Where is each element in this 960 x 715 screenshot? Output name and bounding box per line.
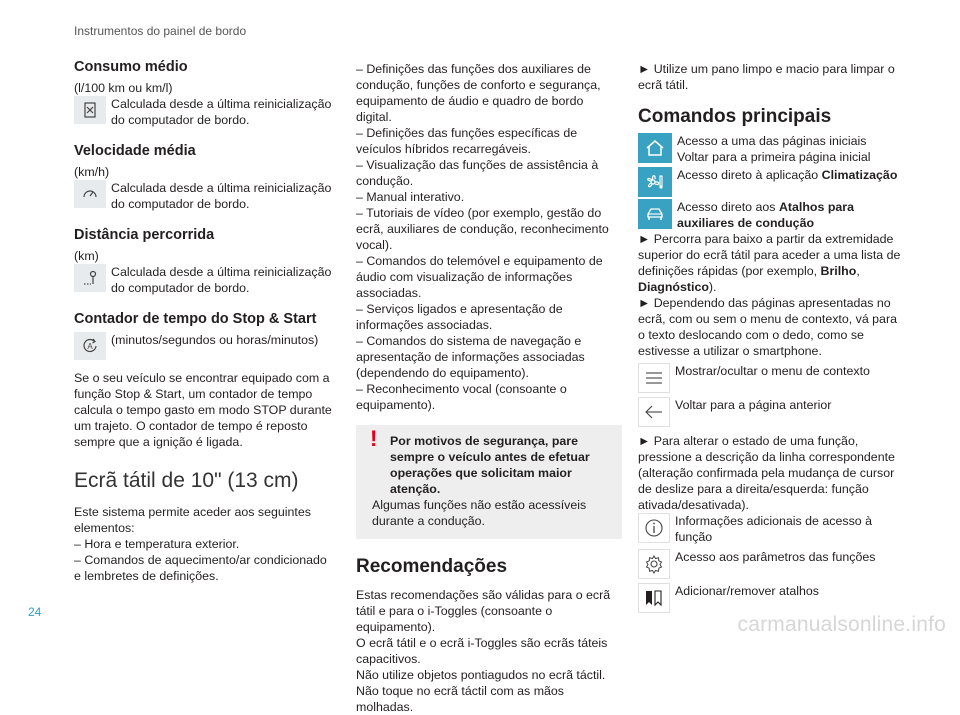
gear-icon — [638, 549, 670, 579]
quick-settings-end: ). — [708, 280, 717, 294]
main-controls-title: Comandos principais — [638, 106, 832, 127]
distance-pin-icon — [74, 264, 106, 292]
home-line-1: Acesso a uma das páginas iniciais — [677, 134, 867, 148]
car-icon — [638, 199, 672, 229]
avg-consumption-title: Consumo médio — [74, 59, 188, 75]
quick-settings-paragraph — [638, 231, 906, 295]
back-row — [638, 397, 906, 427]
stop-start-paragraph: Se o seu veículo se encontrar equipado com a função Stop & Start, um contador de tempo calcula o tempo gasto em modo STOP durante um trajeto. O contador de tempo é reposto sempre que a ignição é ligada. — [74, 371, 332, 449]
climate-text-prefix: Acesso direto à aplicação — [677, 168, 822, 182]
avg-speed-unit: (km/h) — [74, 165, 110, 179]
distance-title: Distância percorrida — [74, 227, 215, 243]
speedometer-icon — [74, 180, 106, 208]
feature-item-7: – Serviços ligados e apresentação de informações associadas. — [356, 302, 563, 332]
home-text — [677, 133, 871, 165]
diagnostic-label: Diagnóstico — [638, 280, 709, 294]
home-row — [638, 133, 906, 165]
avg-speed-title: Velocidade média — [74, 143, 196, 159]
touchscreen-item-2: – Comandos de aquecimento/ar condicionado e lembretes de definições. — [74, 553, 327, 583]
touchscreen-intro: Este sistema permite aceder aos seguintes elementos: — [74, 505, 311, 535]
brightness-label: Brilho — [820, 264, 857, 278]
distance-text: Calculada desde a última reinicialização do computador de bordo. — [111, 265, 332, 295]
touchscreen-title: Ecrã tátil de 10" (13 cm) — [74, 469, 299, 492]
safety-warning-box — [356, 425, 622, 539]
avg-consumption-row — [74, 96, 336, 128]
driving-aids-link: Atalhos para auxiliares de condução — [677, 200, 854, 230]
bookmark-text: Adicionar/remover atalhos — [675, 584, 819, 598]
avg-speed-row — [74, 180, 336, 212]
recommendations-p2: O ecrã tátil e o ecrã i-Toggles são ecrãs táteis capacitivos. — [356, 636, 608, 666]
hamburger-menu-icon — [638, 363, 670, 393]
driving-aids-text — [677, 199, 906, 231]
driving-aids-prefix: Acesso direto aos — [677, 200, 779, 214]
feature-item-5: – Tutoriais de vídeo (por exemplo, gestão do ecrã, auxiliares de condução, reconhecimento vocal). — [356, 206, 609, 252]
column-left — [74, 58, 336, 584]
distance-row — [74, 264, 336, 296]
column-middle — [356, 61, 622, 715]
context-menu-paragraph: ► Dependendo das páginas apresentadas no ecrã, com ou sem o menu de contexto, vá para o texto deslocando com o dedo, como se estivesse a utilizar o smartphone. — [638, 296, 897, 358]
recommendations-p4: Não toque no ecrã táctil com as mãos molhadas. — [356, 684, 564, 714]
stop-start-title: Contador de tempo do Stop & Start — [74, 311, 317, 327]
stop-start-units: (minutos/segundos ou horas/minutos) — [111, 333, 319, 347]
back-text: Voltar para a página anterior — [675, 398, 832, 412]
settings-text: Acesso aos parâmetros das funções — [675, 550, 876, 564]
driving-aids-row — [638, 199, 906, 231]
quick-settings-sep: , — [856, 264, 860, 278]
back-arrow-icon — [638, 397, 670, 427]
info-text: Informações adicionais de acesso à função — [675, 514, 872, 544]
feature-item-8: – Comandos do sistema de navegação e apresentação de informações associadas (dependendo do equipamento). — [356, 334, 585, 380]
stop-start-icon — [74, 332, 106, 360]
feature-item-9: – Reconhecimento vocal (consoante o equipamento). — [356, 382, 567, 412]
watermark: carmanualsonline.info — [737, 613, 946, 636]
settings-row — [638, 549, 906, 579]
feature-item-1: – Definições das funções dos auxiliares de condução, funções de conforto e segurança, equipamento de áudio e quadro de bordo digital. — [356, 62, 601, 124]
toggle-paragraph: ► Para alterar o estado de uma função, pressione a descrição da linha correspondente (alteração confirmada pela mudança de cursor de deslize para a direita/esquerda: função ativada/desativada). — [638, 434, 895, 512]
warning-text: Algumas funções não estão acessíveis durante a condução. — [372, 498, 587, 528]
avg-speed-text: Calculada desde a última reinicialização do computador de bordo. — [111, 181, 332, 211]
recommendations-p3: Não utilize objetos pontiagudos no ecrã táctil. — [356, 668, 606, 682]
climate-link: Climatização — [821, 168, 898, 182]
page-number: 24 — [28, 605, 42, 619]
climate-row — [638, 167, 906, 197]
cleaning-paragraph: ► Utilize um pano limpo e macio para limpar o ecrã tátil. — [638, 62, 895, 92]
bookmark-row — [638, 583, 906, 613]
bookmark-icon — [638, 583, 670, 613]
fuel-consumption-icon — [74, 96, 106, 124]
feature-item-3: – Visualização das funções de assistência à condução. — [356, 158, 599, 188]
avg-consumption-unit: (l/100 km ou km/l) — [74, 81, 173, 95]
feature-item-2: – Definições das funções específicas de veículos híbridos recarregáveis. — [356, 126, 578, 156]
quick-settings-text: ► Percorra para baixo a partir da extremidade superior do ecrã tátil para aceder a uma lista de definições rápidas (por exemplo, — [638, 232, 901, 278]
stop-start-row — [74, 332, 336, 360]
warning-bold-text: Por motivos de segurança, pare sempre o veículo antes de efetuar operações que solicitam maior atenção. — [390, 434, 590, 496]
column-right — [638, 61, 906, 613]
info-row — [638, 513, 906, 545]
avg-consumption-text: Calculada desde a última reinicialização do computador de bordo. — [111, 97, 332, 127]
menu-text: Mostrar/ocultar o menu de contexto — [675, 364, 870, 378]
home-icon — [638, 133, 672, 163]
recommendations-p1: Estas recomendações são válidas para o ecrã tátil e para o i-Toggles (consoante o equipamento). — [356, 588, 611, 634]
climate-fan-icon — [638, 167, 672, 197]
warning-icon: ! — [370, 426, 378, 451]
feature-item-6: – Comandos do telemóvel e equipamento de áudio com visualização de informações associadas. — [356, 254, 603, 300]
menu-row — [638, 363, 906, 393]
svg-text:A: A — [87, 342, 93, 351]
distance-unit: (km) — [74, 249, 99, 263]
recommendations-title: Recomendações — [356, 556, 508, 577]
info-icon — [638, 513, 670, 543]
running-header: Instrumentos do painel de bordo — [74, 24, 247, 38]
climate-text — [677, 167, 897, 183]
touchscreen-item-1: – Hora e temperatura exterior. — [74, 537, 240, 551]
feature-item-4: – Manual interativo. — [356, 190, 465, 204]
home-line-2: Voltar para a primeira página inicial — [677, 150, 871, 164]
